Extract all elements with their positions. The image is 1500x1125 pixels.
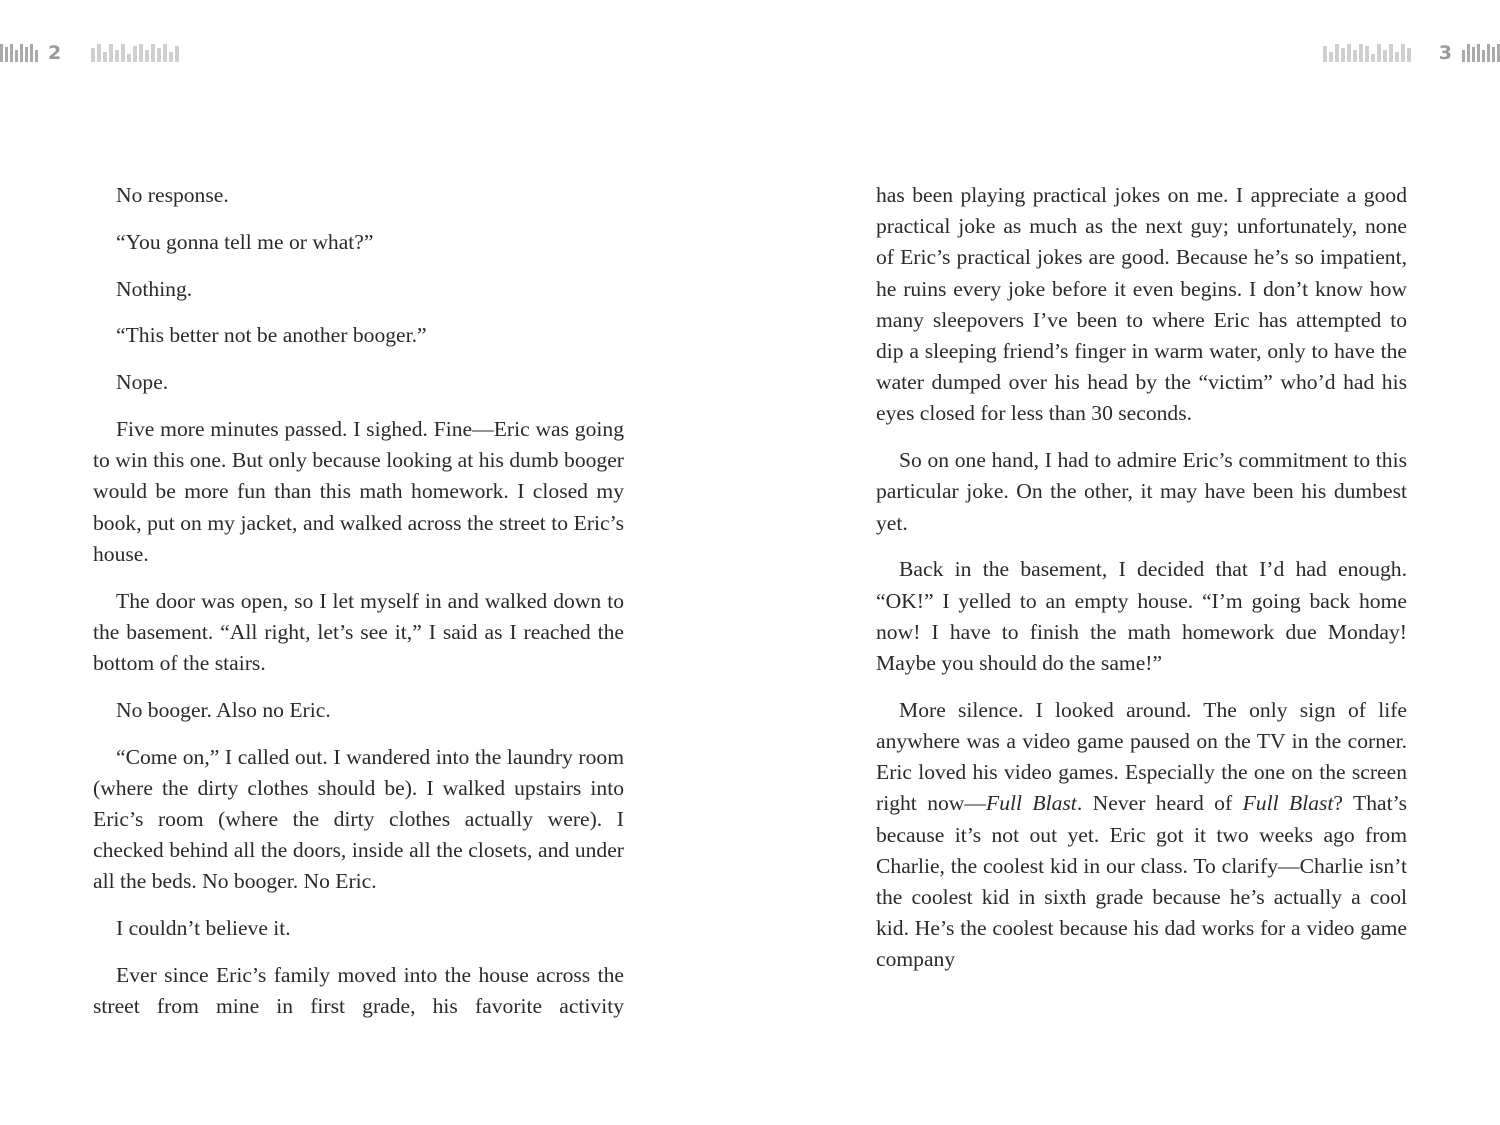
left-page-text bbox=[93, 180, 624, 1038]
paragraph: No booger. Also no Eric. bbox=[116, 697, 331, 722]
paragraph: Nothing. bbox=[116, 276, 193, 301]
right-running-head bbox=[1323, 40, 1500, 66]
right-running-title-logo bbox=[1323, 44, 1411, 62]
left-running-title-logo bbox=[91, 44, 179, 62]
right-page-text bbox=[876, 180, 1407, 991]
paragraph: “Come on,” I called out. I wandered into the laundry room (where the dirty clothes should be). I walked upstairs into Eric’s room (where the dirty clothes actually were). I checked behind all the doors, inside all the closets, and under all the beds. No booger. No Eric. bbox=[93, 744, 624, 894]
paragraph-with-italics bbox=[876, 695, 1407, 976]
paragraph: Nope. bbox=[116, 370, 169, 395]
game-title-italic: Full Blast bbox=[1242, 791, 1334, 816]
right-page-number: 3 bbox=[1438, 41, 1452, 64]
left-page-number: 2 bbox=[48, 41, 62, 64]
paragraph: No response. bbox=[116, 183, 229, 207]
text-run: More silence. I looked around. The only sign of life anywhere was a video game paused on the TV in the corner. Eric loved his video games. Especially the one on the screen right now— bbox=[876, 697, 1407, 816]
paragraph: has been playing practical jokes on me. I appreciate a good practical joke as much as the next guy; unfortunately, none of Eric’s practical jokes are good. Because he’s so impatient, he ruins every joke before it even begins. I don’t know how many sleepovers I’ve been to where Eric has attempted to dip a sleeping friend’s finger in warm water, only to have the water dumped over his head by the “victim” who’d had his eyes closed for less than 30 seconds. bbox=[876, 183, 1407, 426]
text-run: . Never heard of bbox=[1076, 791, 1243, 816]
paragraph: Back in the basement, I decided that I’d had enough. “OK!” I yelled to an empty house. “I’m going back home now! I have to finish the math homework due Monday! Maybe you should do the same!” bbox=[876, 557, 1407, 676]
paragraph: “This better not be another booger.” bbox=[116, 323, 427, 348]
paragraph: “You gonna tell me or what?” bbox=[116, 229, 374, 254]
game-title-italic: Full Blast bbox=[986, 791, 1077, 816]
paragraph: Five more minutes passed. I sighed. Fine—Eric was going to win this one. But only because looking at his dumb booger would be more fun than this math homework. I closed my book, put on my jacket, and walked across the street to Eric’s house. bbox=[93, 416, 624, 566]
paragraph: I couldn’t believe it. bbox=[116, 916, 291, 941]
left-running-head bbox=[0, 40, 179, 66]
left-header-ornament-icon bbox=[0, 44, 38, 62]
paragraph: Ever since Eric’s family moved into the house across the street from mine in first grade, his favorite activity bbox=[93, 963, 624, 1019]
paragraph: So on one hand, I had to admire Eric’s commitment to this particular joke. On the other, it may have been his dumbest yet. bbox=[876, 448, 1407, 535]
text-run: ? That’s because it’s not out yet. Eric got it two weeks ago from Charlie, the coolest kid in our class. To clarify—Charlie isn’t the coolest kid in sixth grade because he’s actually a cool kid. He’s the coolest because his dad works for a video game company bbox=[876, 791, 1408, 972]
paragraph: The door was open, so I let myself in and walked down to the basement. “All right, let’s see it,” I said as I reached the bottom of the stairs. bbox=[93, 588, 624, 675]
right-header-ornament-icon bbox=[1462, 44, 1500, 62]
